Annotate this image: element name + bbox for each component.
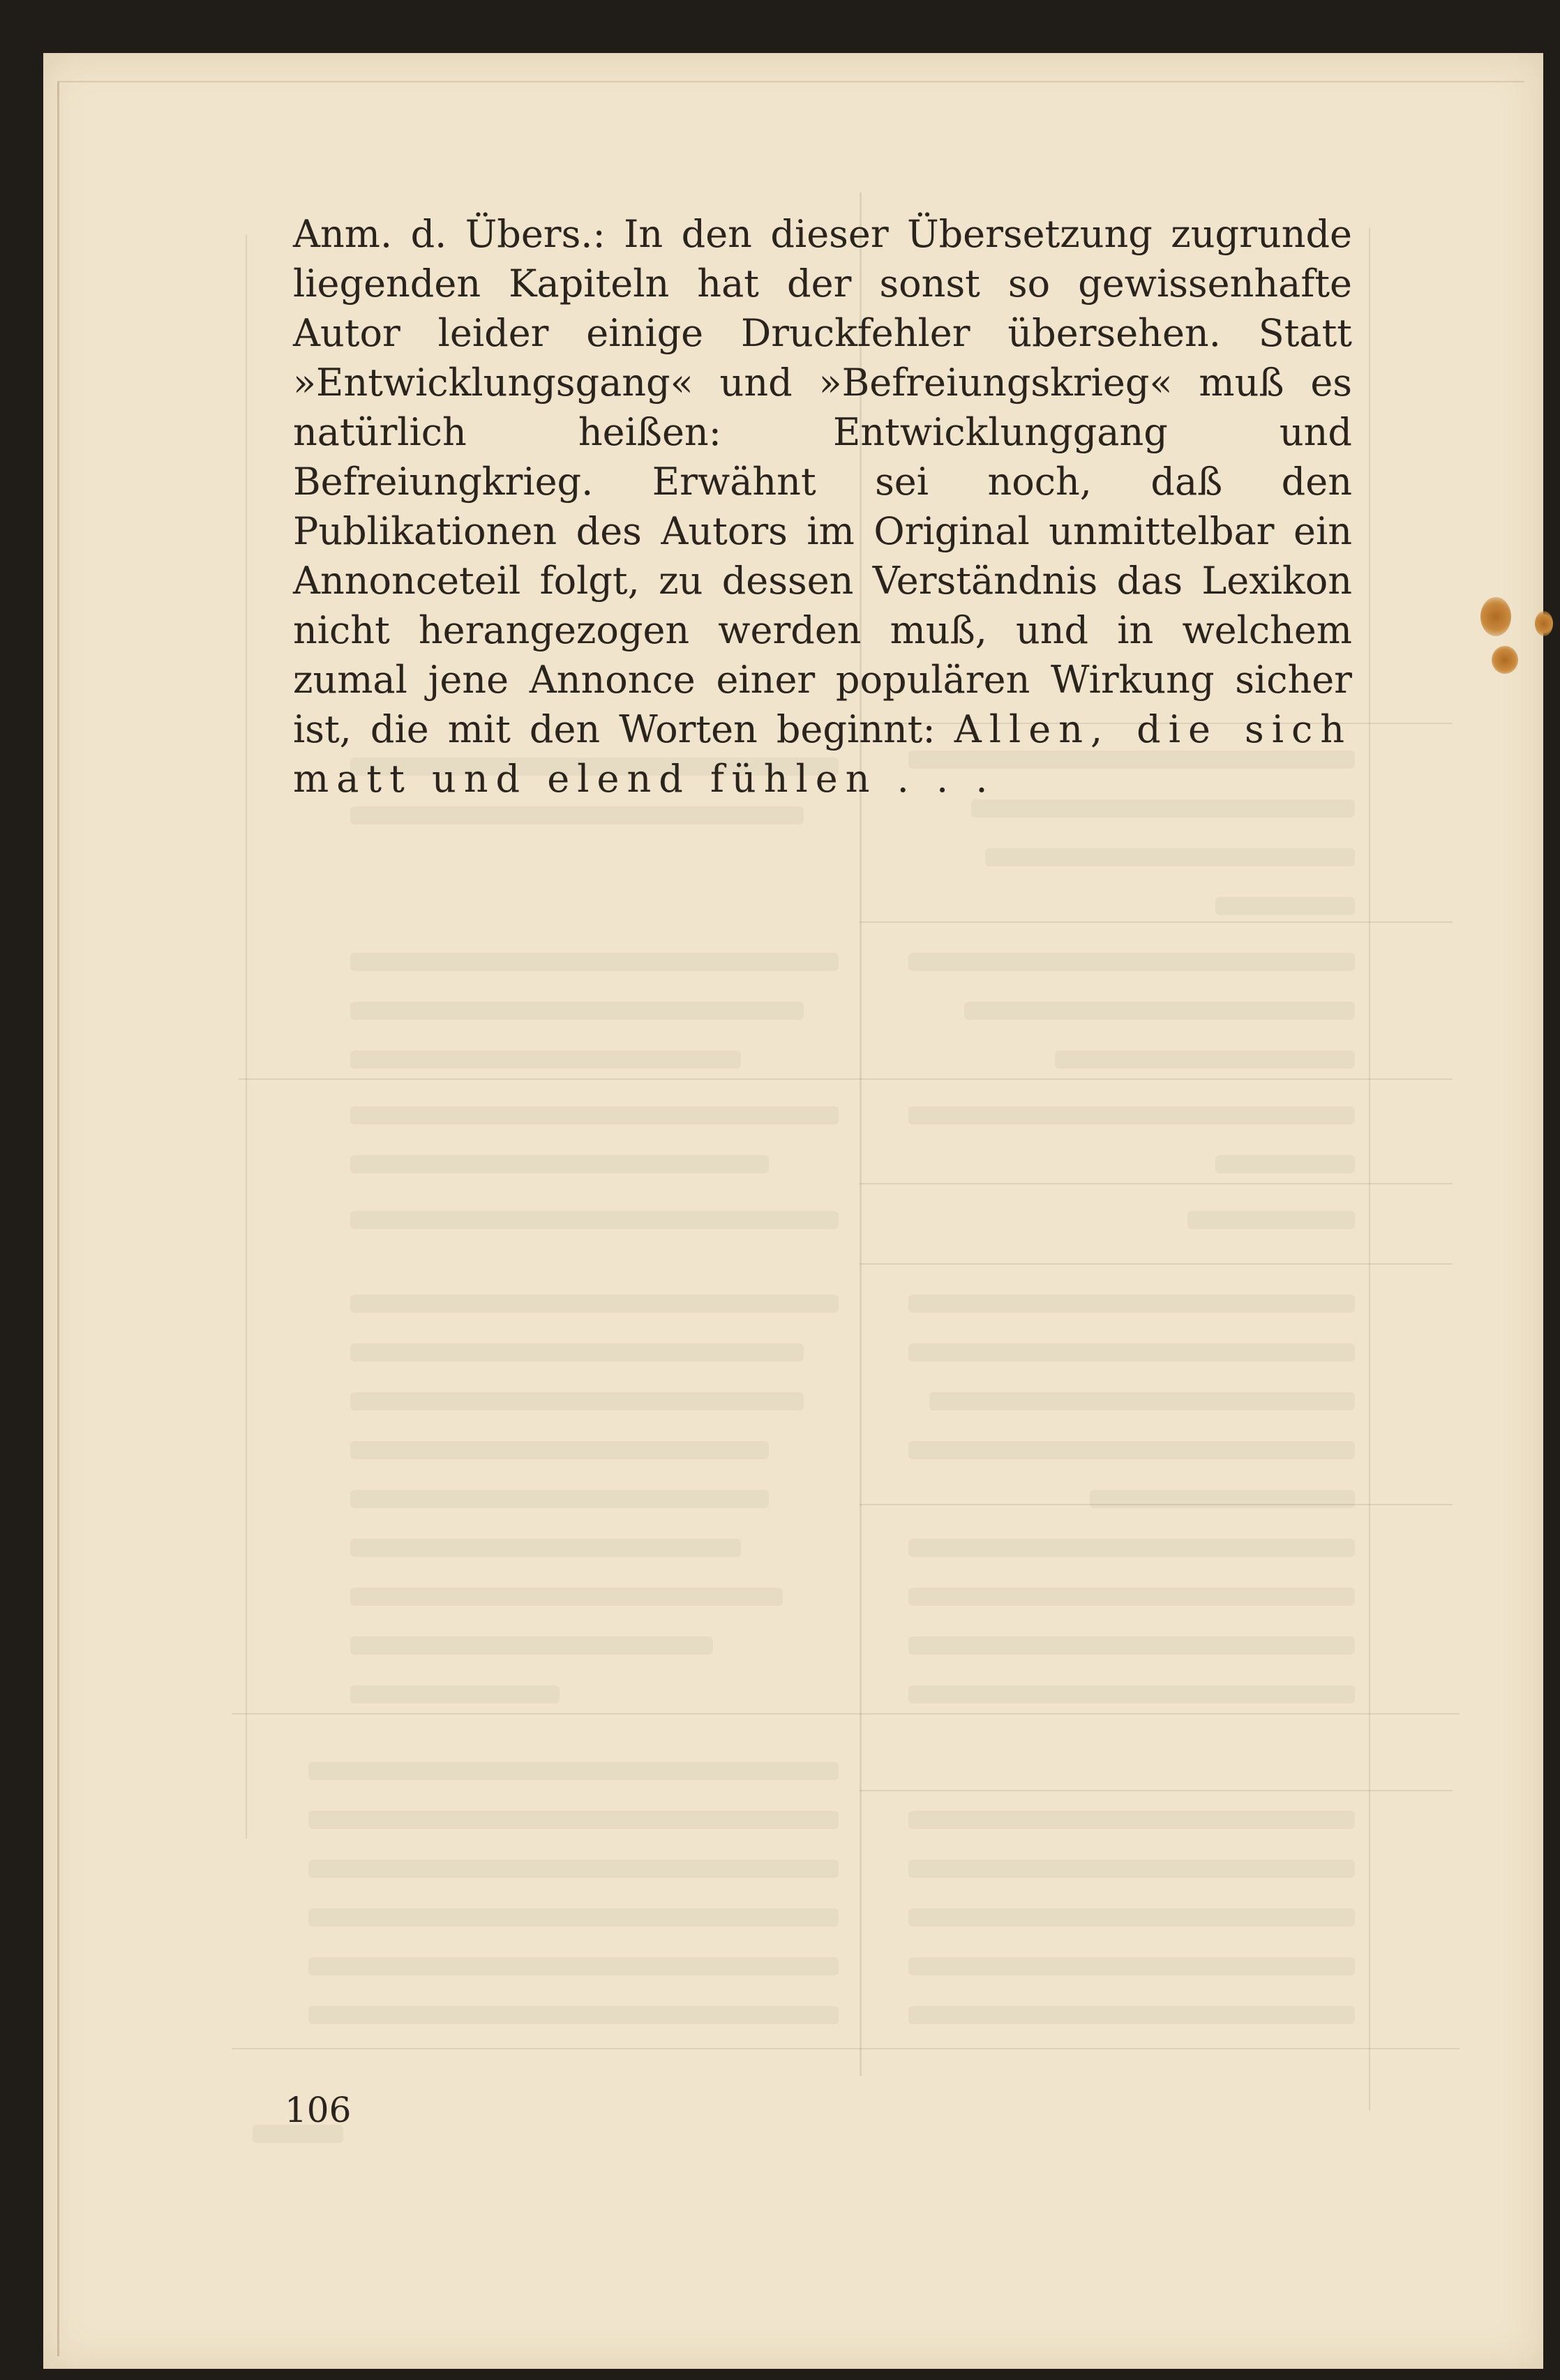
ink-stain [1492, 646, 1518, 674]
note-text: Anm. d. Übers.: In den dieser Übersetzung zugrunde liegenden Kapiteln hat der sonst so gewissenhafte Autor leider einige Druckfehler übersehen. Statt »Entwicklungsgang« und »Befreiungskrieg« muß es natürlich heißen: Entwicklunggang und Befreiungkrieg. Erwähnt sei noch, daß den Publikationen des Autors im Original unmittelbar ein Annonceteil folgt, zu dessen Verständnis das Lexikon nicht herangezogen werden muß, und in welchem zumal jene Annonce einer populären Wirkung sicher ist, die mit den Worten beginnt: [293, 212, 1352, 751]
ink-stain [1480, 597, 1511, 636]
page-number: 106 [285, 2090, 352, 2130]
translator-note [293, 209, 1352, 804]
spaced-quote: Allen, die sich matt und elend fühlen . . . [293, 707, 1352, 801]
ink-stain [1535, 611, 1553, 636]
